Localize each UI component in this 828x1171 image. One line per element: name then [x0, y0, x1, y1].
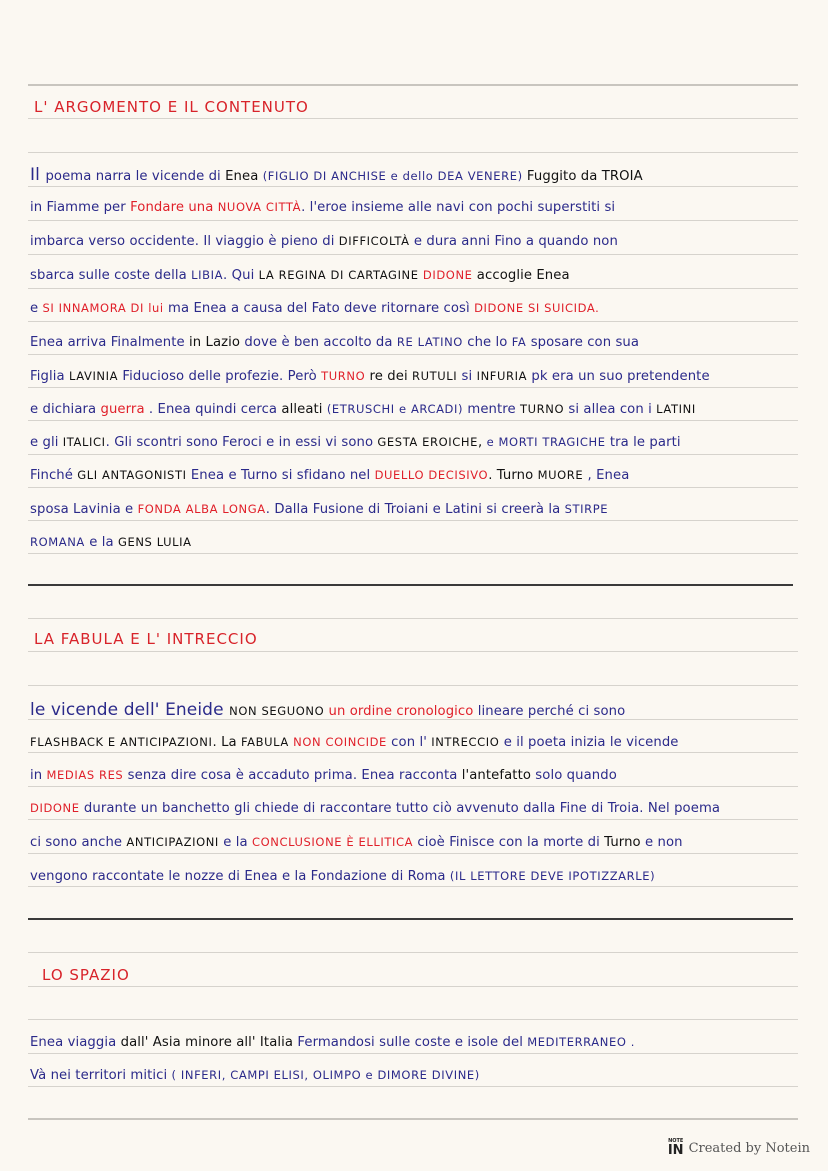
ruled-line	[28, 618, 798, 619]
text-segment: che lo	[462, 335, 512, 350]
text-segment: . Enea quindi cerca	[144, 402, 282, 417]
text-line	[30, 335, 639, 350]
text-segment: ci sono anche	[30, 835, 127, 850]
footer-watermark	[668, 1139, 810, 1157]
text-segment: in	[30, 768, 47, 783]
text-segment: Và nei territori mitici	[30, 1068, 172, 1083]
section-divider	[28, 918, 793, 920]
ruled-line	[28, 651, 798, 652]
text-segment: l'antefatto	[461, 768, 532, 783]
text-segment: sposare con sua	[526, 335, 640, 350]
text-segment: LIBIA	[191, 268, 224, 282]
text-segment: sbarca sulle coste della	[30, 268, 192, 283]
text-segment: e gli	[30, 435, 63, 450]
text-segment: ma Enea a causa del Fato deve ritornare così	[163, 301, 475, 316]
text-segment: imbarca verso occidente. Il viaggio è pieno di	[30, 234, 339, 249]
section-heading-argomento: L' ARGOMENTO E IL CONTENUTO	[34, 98, 309, 116]
text-segment: e	[30, 301, 43, 316]
text-segment: Il	[30, 165, 46, 185]
text-line	[30, 502, 608, 517]
text-segment: Enea	[225, 169, 263, 184]
text-segment: FONDA ALBA LONGA	[137, 502, 266, 516]
text-segment: Finché	[30, 468, 78, 483]
text-segment: (ETRUSCHI e ARCADI)	[326, 402, 464, 416]
ruled-line	[28, 220, 798, 221]
text-segment: con l'	[386, 735, 432, 750]
text-segment: Enea e Turno si sfidano nel	[186, 468, 375, 483]
text-segment: . Qui	[223, 268, 259, 283]
text-segment: FLASHBACK E ANTICIPAZIONI	[30, 735, 213, 749]
text-segment: Fiducioso delle profezie. Però	[118, 369, 322, 384]
text-line	[30, 700, 625, 720]
text-segment: RUTULI	[412, 369, 458, 383]
text-segment: , Enea	[583, 468, 630, 483]
text-segment: e MORTI TRAGICHE	[486, 435, 606, 449]
text-line	[30, 234, 618, 249]
text-segment: in Lazio	[189, 335, 241, 350]
text-segment: durante un banchetto gli chiede di raccontare tutto ciò avvenuto dalla Fine di Troia. Nel poema	[79, 801, 721, 816]
text-segment: (FIGLIO DI ANCHISE e dello DEA VENERE)	[262, 169, 527, 183]
text-segment: dall' Asia minore all' Italia	[120, 1035, 298, 1050]
section-heading-fabula: LA FABULA E L' INTRECCIO	[34, 630, 258, 648]
text-segment: alleati	[281, 402, 327, 417]
text-segment: DIDONE SI SUICIDA.	[474, 301, 600, 315]
ruled-line	[28, 1086, 798, 1087]
text-segment: Fuggito da TROIA	[526, 169, 643, 184]
text-segment: si allea con i	[564, 402, 657, 417]
text-segment: ROMANA	[30, 535, 85, 549]
text-segment: e dichiara	[30, 402, 101, 417]
ruled-line	[28, 986, 798, 987]
text-segment: MEDIAS RES	[46, 768, 124, 782]
text-segment: cioè Finisce con la morte di	[413, 835, 605, 850]
ruled-line	[28, 685, 798, 686]
text-segment: MEDITERRANEO .	[527, 1035, 636, 1049]
text-segment: vengono raccontate le nozze di Enea e la Fondazione di Roma	[30, 869, 450, 884]
text-segment: GLI ANTAGONISTI	[77, 468, 187, 482]
ruled-line	[28, 321, 798, 322]
text-segment: dove è ben accolto da	[240, 335, 397, 350]
ruled-line	[28, 786, 798, 787]
text-segment: pk era un suo pretendente	[527, 369, 710, 384]
text-segment: guerra	[100, 402, 145, 417]
ruled-line	[28, 1053, 798, 1054]
text-line	[30, 535, 192, 550]
text-segment: . l'eroe insieme alle navi con pochi superstiti si	[301, 200, 616, 215]
text-segment: DIFFICOLTÀ	[338, 234, 410, 248]
text-segment: STIRPE	[564, 502, 609, 516]
text-segment: . Gli scontri sono Feroci e in essi vi sono	[105, 435, 378, 450]
text-segment: accoglie Enea	[472, 268, 570, 283]
text-segment: poema narra le vicende di	[45, 169, 226, 184]
text-segment: in Fiamme per	[30, 200, 131, 215]
text-segment: GENS LULIA	[117, 535, 192, 549]
notein-logo-icon: NOTE IN	[667, 1138, 684, 1158]
text-segment: LATINI	[656, 402, 696, 416]
section-divider	[28, 584, 793, 586]
text-segment: Figlia	[30, 369, 69, 384]
text-segment: DIDONE	[422, 268, 473, 282]
ruled-line	[28, 553, 798, 554]
text-segment: FABULA	[241, 735, 294, 749]
ruled-line	[28, 420, 798, 421]
ruled-line	[28, 387, 798, 388]
text-line	[30, 835, 683, 850]
text-line	[30, 869, 655, 884]
text-line	[30, 435, 681, 450]
ruled-line	[28, 487, 798, 488]
text-segment: . Dalla Fusione di Troiani e Latini si creerà la	[265, 502, 565, 517]
text-segment: Turno	[604, 835, 641, 850]
text-segment: Enea viaggia	[30, 1035, 121, 1050]
text-segment: e dura anni Fino a quando non	[409, 234, 618, 249]
text-segment: mentre	[463, 402, 521, 417]
ruled-line	[28, 254, 798, 255]
text-segment: NUOVA CITTÀ	[217, 200, 302, 214]
text-segment: NON SEGUONO	[229, 704, 329, 718]
text-line	[30, 801, 720, 816]
text-segment: sposa Lavinia e	[30, 502, 138, 517]
text-segment: solo quando	[531, 768, 617, 783]
text-line	[30, 735, 679, 750]
text-segment: TURNO	[520, 402, 565, 416]
text-segment: senza dire cosa è accaduto prima. Enea racconta	[123, 768, 462, 783]
text-segment: tra le parti	[605, 435, 681, 450]
text-segment: ITALICI	[62, 435, 106, 449]
ruled-line	[28, 186, 798, 187]
text-segment: LAVINIA	[68, 369, 119, 383]
text-segment: INTRECCIO	[431, 735, 500, 749]
ruled-line	[28, 752, 798, 753]
ruled-line	[28, 152, 798, 153]
text-segment: RE LATINO	[396, 335, 463, 349]
section-heading-spazio: LO SPAZIO	[42, 966, 130, 984]
text-segment: . La	[212, 735, 242, 750]
footer-text: Created by Notein	[688, 1140, 810, 1156]
ruled-line	[28, 1019, 798, 1020]
text-segment: si	[457, 369, 477, 384]
ruled-line	[28, 1118, 798, 1120]
text-line	[30, 468, 629, 483]
ruled-line	[28, 118, 798, 119]
ruled-line	[28, 853, 798, 854]
text-segment: ( INFERI, CAMPI ELISI, OLIMPO e DIMORE DIVINE)	[171, 1068, 480, 1082]
text-segment: Enea arriva Finalmente	[30, 335, 189, 350]
text-line	[30, 200, 615, 215]
text-segment: SI INNAMORA DI lui	[42, 301, 164, 315]
text-segment: INFURIA	[476, 369, 528, 383]
text-segment: DUELLO DECISIVO	[374, 468, 489, 482]
ruled-line	[28, 354, 798, 355]
text-segment: . Turno	[488, 468, 538, 483]
text-line	[30, 1035, 635, 1050]
text-segment: lineare perché ci sono	[473, 704, 626, 719]
text-segment: DIDONE	[30, 801, 80, 815]
text-segment: un ordine cronologico	[328, 704, 474, 719]
ruled-line	[28, 454, 798, 455]
text-segment: (IL LETTORE DEVE IPOTIZZARLE)	[449, 869, 656, 883]
text-line	[30, 1068, 480, 1083]
ruled-line	[28, 819, 798, 820]
text-segment: re dei	[365, 369, 413, 384]
text-segment: CONCLUSIONE È ELLITICA	[251, 835, 414, 849]
ruled-line	[28, 84, 798, 86]
text-line	[30, 301, 599, 316]
text-segment: LA REGINA DI CARTAGINE	[258, 268, 423, 282]
text-segment: TURNO	[321, 369, 366, 383]
text-segment: MUORE	[537, 468, 584, 482]
text-line	[30, 268, 570, 283]
text-segment: GESTA EROICHE	[377, 435, 478, 449]
text-segment: ANTICIPAZIONI	[126, 835, 219, 849]
text-segment: e la	[218, 835, 252, 850]
text-segment: e non	[640, 835, 683, 850]
ruled-line	[28, 288, 798, 289]
text-segment: e il poeta inizia le vicende	[499, 735, 679, 750]
text-segment: ,	[478, 435, 487, 450]
text-segment: le vicende dell' Eneide	[30, 700, 230, 720]
ruled-line	[28, 886, 798, 887]
ruled-line	[28, 520, 798, 521]
text-line	[30, 768, 617, 783]
text-segment: e la	[84, 535, 118, 550]
text-segment: Fermandosi sulle coste e isole del	[297, 1035, 528, 1050]
text-segment: FA	[511, 335, 527, 349]
ruled-line	[28, 952, 798, 953]
text-segment: NON COINCIDE	[293, 735, 387, 749]
text-segment: Fondare una	[130, 200, 218, 215]
text-line	[30, 369, 710, 384]
text-line	[30, 165, 643, 185]
text-line	[30, 402, 696, 417]
